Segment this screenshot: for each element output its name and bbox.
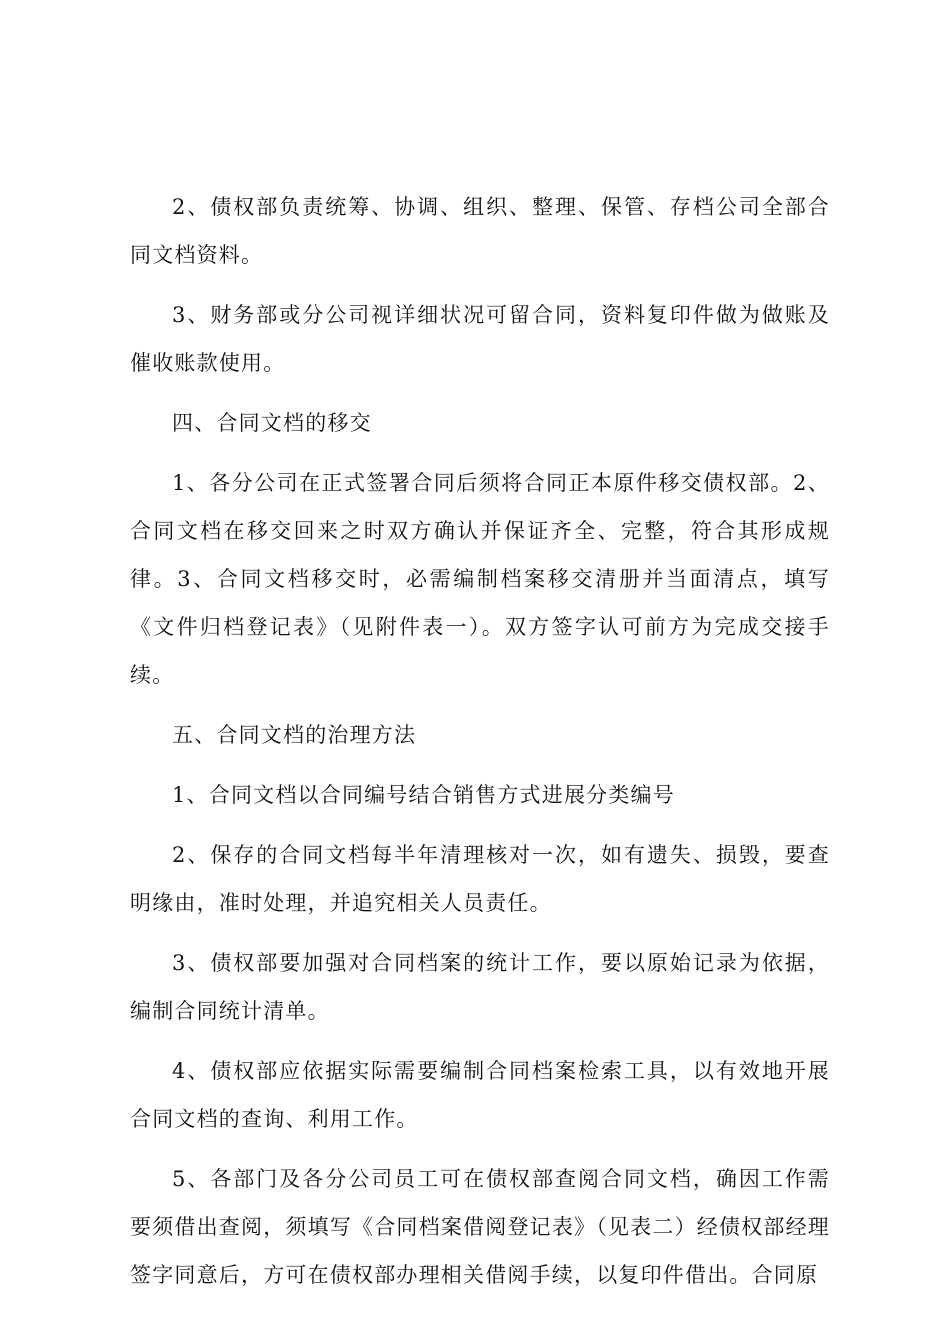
section-heading-management: 五、合同文档的治理方法 xyxy=(172,723,417,747)
paragraph-management-statistics: 3、债权部要加强对合同档案的统计工作，要以原始记录为依据，编制合同统计清单。 xyxy=(130,951,830,1023)
paragraph-management-borrowing: 5、各部门及各分公司员工可在债权部查阅合同文档，确因工作需要须借出查阅，须填写《合同档案借阅登记表》（见表二）经债权部经理签字同意后，方可在债权部办理相关借阅手续，以复印件借出。合同原 xyxy=(130,1167,830,1287)
paragraph-management-numbering: 1、合同文档以合同编号结合销售方式进展分类编号 xyxy=(172,783,675,807)
paragraph-responsibility-finance-dept: 3、财务部或分公司视详细状况可留合同，资料复印件做为做账及催收账款使用。 xyxy=(130,303,830,375)
paragraph-management-audit: 2、保存的合同文档每半年清理核对一次，如有遗失、损毁，要查明缘由，准时处理，并追究相关人员责任。 xyxy=(130,843,830,915)
paragraph-responsibility-debt-dept: 2、债权部负责统筹、协调、组织、整理、保管、存档公司全部合同文档资料。 xyxy=(130,195,830,267)
paragraph-transfer-rules: 1、各分公司在正式签署合同后须将合同正本原件移交债权部。2、合同文档在移交回来之时双方确认并保证齐全、完整，符合其形成规律。3、合同文档移交时，必需编制档案移交清册并当面清点，填写《文件归档登记表》（见附件表一）。双方签字认可前方为完成交接手续。 xyxy=(130,471,830,687)
document-page xyxy=(130,183,830,1311)
section-heading-transfer: 四、合同文档的移交 xyxy=(172,411,372,435)
paragraph-management-retrieval: 4、债权部应依据实际需要编制合同档案检索工具，以有效地开展合同文档的查询、利用工作。 xyxy=(130,1059,830,1131)
